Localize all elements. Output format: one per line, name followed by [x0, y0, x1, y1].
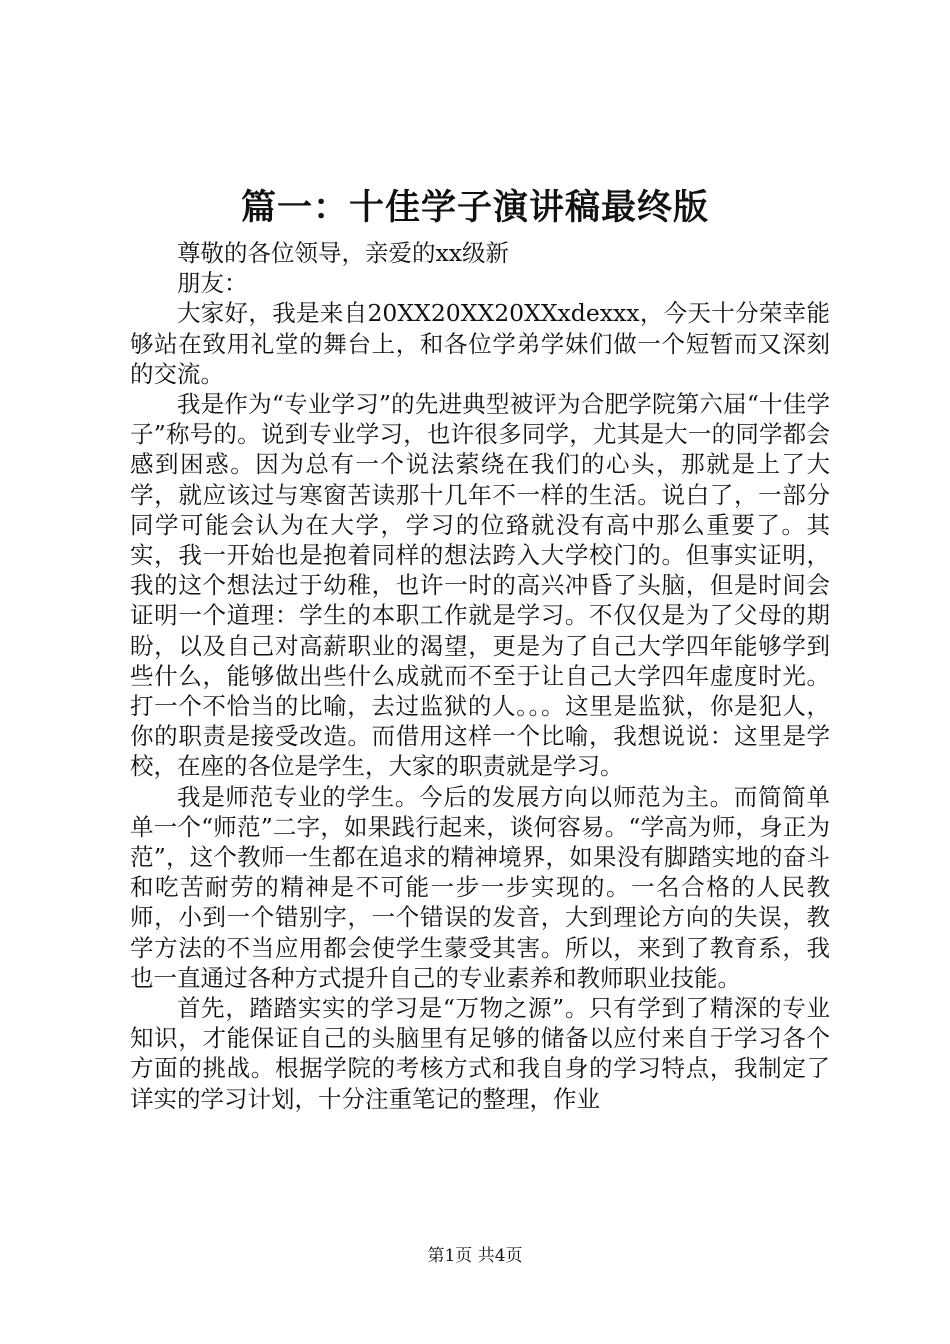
- paragraph: 我是师范专业的学生。今后的发展方向以师范为主。而简简单单一个“师范”二字，如果践行起来，谈何容易。“学高为师，身正为范”，这个教师一生都在追求的精神境界，如果没有脚踏实地的奋斗和吃苦耐劳的精神是不可能一步一步实现的。一名合格的人民教师，小到一个错别字，一个错误的发音，大到理论方向的失误，教学方法的不当应用都会使学生蒙受其害。所以，来到了教育系，我也一直通过各种方式提升自己的专业素养和教师职业技能。: [130, 782, 830, 992]
- paragraph: 大家好，我是来自20XX20XX20XXxdexxx，今天十分荣幸能够站在致用礼堂的舞台上，和各位学弟学妹们做一个短暂而又深刻的交流。: [130, 299, 830, 388]
- salutation: [130, 238, 830, 298]
- page-footer: 第1页 共4页: [427, 1246, 523, 1266]
- document-body: [130, 238, 830, 1114]
- document-title: 篇一：十佳学子演讲稿最终版: [240, 187, 709, 228]
- paragraph: 我是作为“专业学习”的先进典型被评为合肥学院第六届“十佳学子”称号的。说到专业学习，也许很多同学，尤其是大一的同学都会感到困惑。因为总有一个说法萦绕在我们的心头，那就是上了大学，就应该过与寒窗苦读那十几年不一样的生活。说白了，一部分同学可能会认为在大学，学习的位臵就没有高中那么重要了。其实，我一开始也是抱着同样的想法跨入大学校门的。但事实证明，我的这个想法过于幼稚，也许一时的高兴冲昏了头脑，但是时间会证明一个道理：学生的本职工作就是学习。不仅仅是为了父母的期盼，以及自己对高薪职业的渴望，更是为了自己大学四年能够学到些什么，能够做出些什么成就而不至于让自己大学四年虚度时光。打一个不恰当的比喻，去过监狱的人。。。这里是监狱，你是犯人，你的职责是接受改造。而借用这样一个比喻，我想说说：这里是学校，在座的各位是学生，大家的职责就是学习。: [130, 390, 830, 781]
- paragraph: 首先，踏踏实实的学习是“万物之源”。只有学到了精深的专业知识，才能保证自己的头脑里有足够的储备以应付来自于学习各个方面的挑战。根据学院的考核方式和我自身的学习特点，我制定了详实的学习计划，十分注重笔记的整理，作业: [130, 994, 830, 1113]
- salutation-line: 尊敬的各位领导，亲爱的xx级新: [177, 239, 510, 267]
- document-body-clip: [0, 238, 950, 1180]
- salutation-line: 朋友：: [177, 269, 248, 298]
